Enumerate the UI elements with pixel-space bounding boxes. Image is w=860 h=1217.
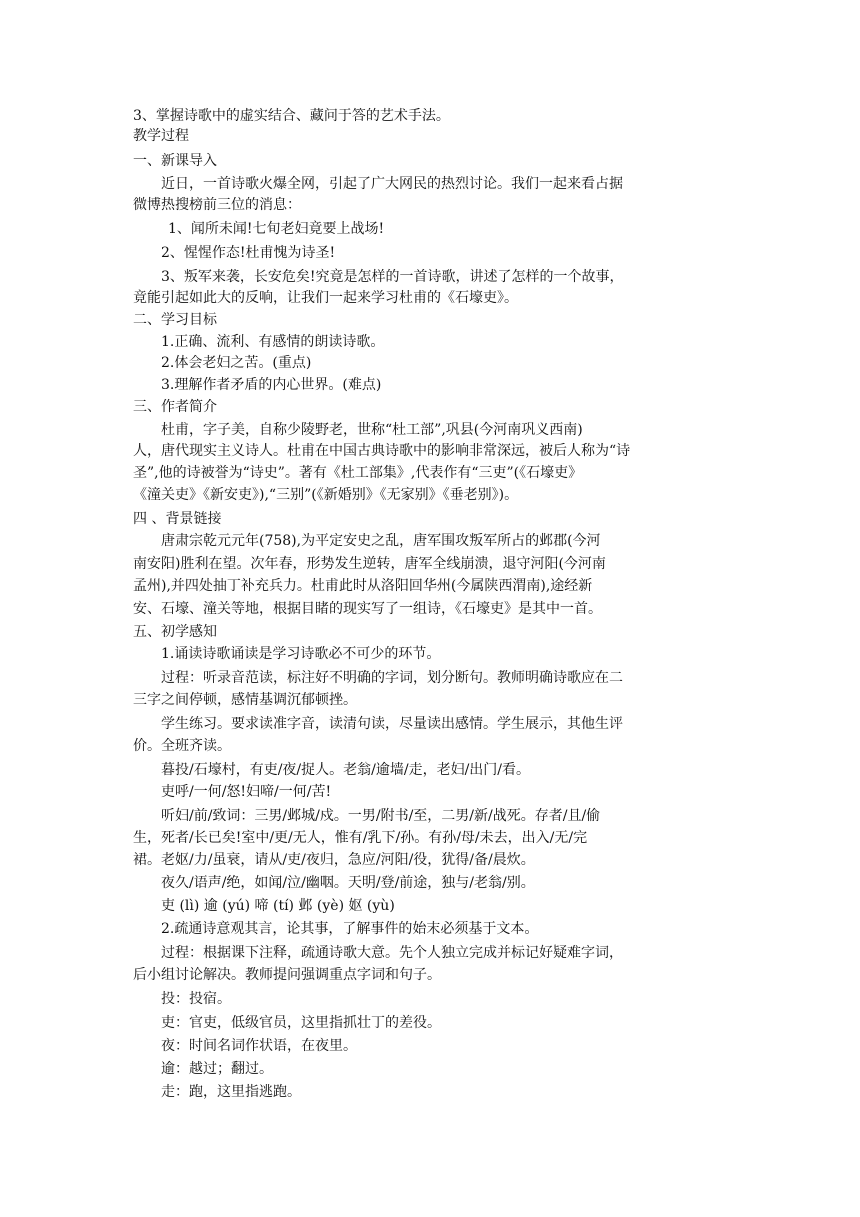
- section-2-heading: 二、学习目标: [133, 312, 217, 328]
- reading-step-title: 1.诵读诗歌诵读是学习诗歌必不可少的环节。: [161, 646, 441, 662]
- interpretation-process-line-1: 过程：根据课下注释，疏通诗歌大意。先个人独立完成并标记好疑难字词，: [161, 945, 623, 961]
- reading-process-line-2: 三字之间停顿，感情基调沉郁顿挫。: [133, 692, 357, 708]
- gloss-ye: 夜：时间名词作状语，在夜里。: [161, 1038, 357, 1054]
- poem-line-3: 听妇/前/致词：三男/邺城/戍。一男/附书/至，二男/新/战死。存者/且/偷: [161, 808, 601, 824]
- section-4-heading: 四 、背景链接: [133, 511, 222, 527]
- goal-3: 3.理解作者矛盾的内心世界。(难点): [161, 377, 382, 393]
- interpretation-process-line-2: 后小组讨论解决。教师提问强调重点字词和句子。: [133, 967, 441, 983]
- pronunciation-line: 吏 (lì) 逾 (yú) 啼 (tí) 邺 (yè) 妪 (yù): [161, 898, 395, 914]
- reading-process-line-1: 过程：听录音范读，标注好不明确的字词，划分断句。教师明确诗歌应在二: [161, 670, 623, 686]
- practice-line-2: 价。全班齐读。: [133, 738, 231, 754]
- heading-teaching-process: 教学过程: [133, 128, 189, 144]
- author-line-2: 人，唐代现实主义诗人。杜甫在中国古典诗歌中的影响非常深远，被后人称为“诗: [133, 443, 631, 459]
- interpretation-step-title: 2.疏通诗意观其言，论其事，了解事件的始末必须基于文本。: [161, 921, 539, 937]
- section-3-heading: 三、作者简介: [133, 399, 217, 415]
- hot-news-1: 1、闻所未闻!七旬老妇竟要上战场!: [168, 221, 385, 237]
- intro-paragraph-line-1: 近日，一首诗歌火爆全网，引起了广大网民的热烈讨论。我们一起来看占据: [161, 176, 623, 192]
- poem-line-6: 夜久/语声/绝，如闻/泣/幽咽。天明/登/前途，独与/老翁/别。: [161, 875, 535, 891]
- practice-line-1: 学生练习。要求读准字音，读清句读，尽量读出感情。学生展示，其他生评: [161, 716, 623, 732]
- poem-line-5: 裙。老妪/力/虽衰，请从/吏/夜归，急应/河阳/役，犹得/备/晨炊。: [133, 852, 535, 868]
- poem-line-2: 吏呼/一何/怒!妇啼/一何/苦!: [161, 784, 332, 800]
- goal-2: 2.体会老妇之苦。(重点): [161, 355, 312, 371]
- intro-paragraph-line-2: 微博热搜榜前三位的消息：: [133, 197, 301, 213]
- gloss-li: 吏：官吏，低级官员，这里指抓壮丁的差役。: [161, 1015, 441, 1031]
- gloss-tou: 投：投宿。: [161, 991, 231, 1007]
- background-line-3: 孟州),并四处抽丁补充兵力。杜甫此时从洛阳回华州(今属陕西渭南),途经新: [133, 578, 593, 594]
- gloss-zou: 走：跑，这里指逃跑。: [161, 1084, 301, 1100]
- author-line-4: 《潼关吏》《新安吏》),“三别”(《新婚别》《无家别》《垂老别》)。: [133, 487, 519, 503]
- objective-3: 3、掌握诗歌中的虚实结合、藏问于答的艺术手法。: [133, 108, 450, 124]
- gloss-yu: 逾：越过；翻过。: [161, 1061, 273, 1077]
- author-line-1: 杜甫，字子美，自称少陵野老，世称“杜工部”,巩县(今河南巩义西南): [161, 422, 583, 438]
- hot-news-3-line-2: 竟能引起如此大的反响，让我们一起来学习杜甫的《石壕吏》。: [133, 290, 518, 306]
- goal-1: 1.正确、流利、有感情的朗读诗歌。: [161, 334, 385, 350]
- background-line-1: 唐肃宗乾元元年(758),为平定安史之乱，唐军围攻叛军所占的邺郡(今河: [161, 533, 601, 549]
- section-1-heading: 一、新课导入: [133, 153, 217, 169]
- section-5-heading: 五、初学感知: [133, 624, 217, 640]
- background-line-4: 安、石壕、潼关等地，根据目睹的现实写了一组诗，《石壕吏》是其中一首。: [133, 601, 602, 617]
- author-line-3: 圣”,他的诗被誉为“诗史”。著有《杜工部集》,代表作有“三吏”(《石壕吏》: [133, 465, 583, 481]
- poem-line-4: 生，死者/长已矣!室中/更/无人，惟有/乳下/孙。有孙/母/未去，出入/无/完: [133, 830, 588, 846]
- hot-news-2: 2、惺惺作态!杜甫愧为诗圣!: [161, 245, 336, 261]
- hot-news-3-line-1: 3、叛军来袭，长安危矣!究竟是怎样的一首诗歌，讲述了怎样的一个故事，: [161, 269, 624, 285]
- poem-line-1: 暮投/石壕村，有吏/夜/捉人。老翁/逾墙/走，老妇/出门/看。: [161, 762, 531, 778]
- background-line-2: 南安阳)胜利在望。次年春，形势发生逆转，唐军全线崩溃，退守河阳(今河南: [133, 556, 606, 572]
